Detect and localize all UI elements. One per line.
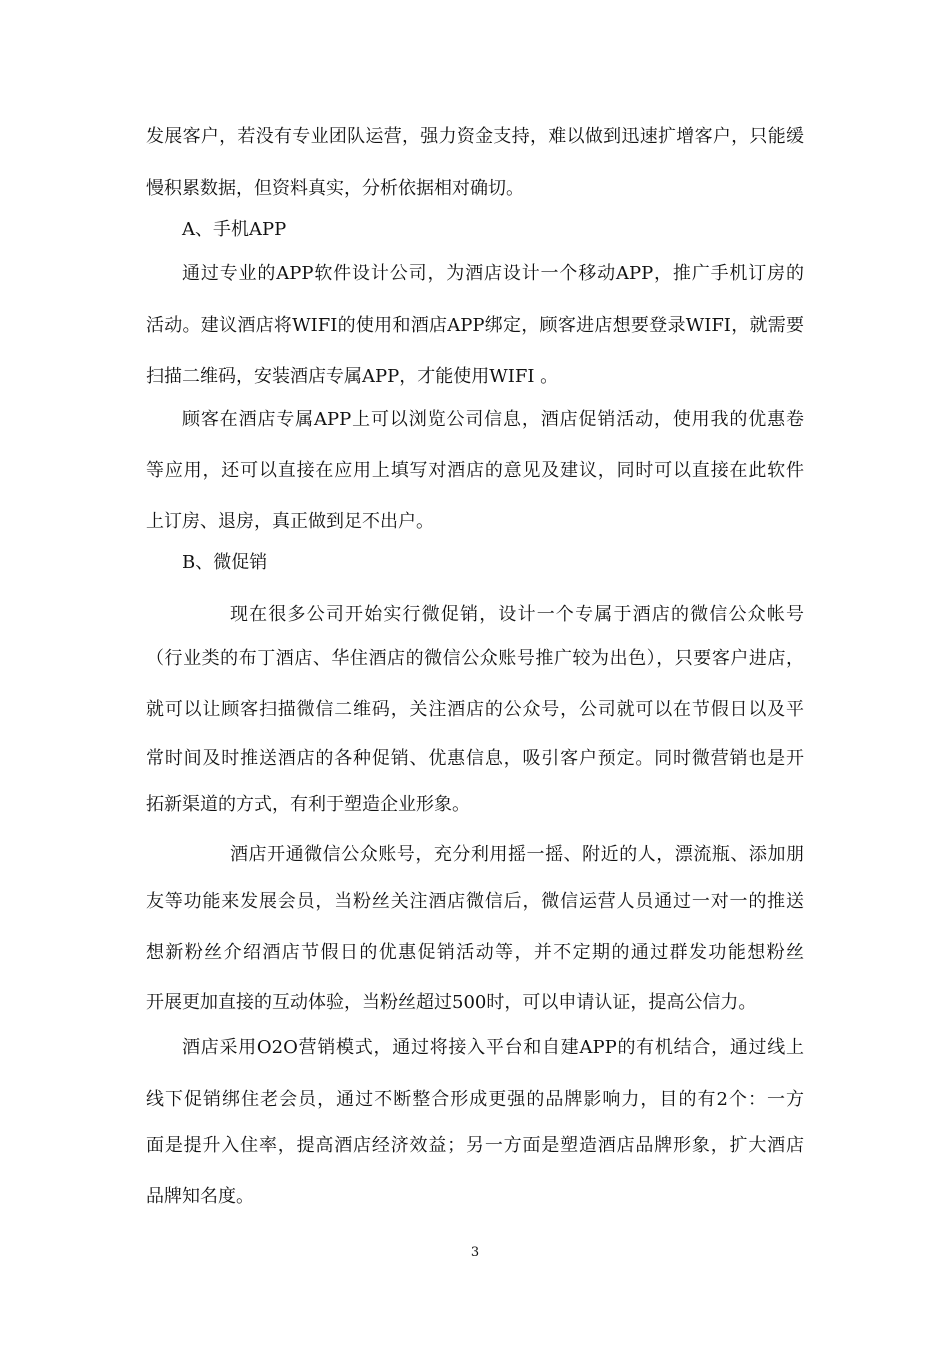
paragraph-line: 想新粉丝介绍酒店节假日的优惠促销活动等，并不定期的通过群发功能想粉丝	[146, 942, 804, 963]
paragraph-line: 品牌知名度。	[146, 1186, 254, 1207]
paragraph-line: 友等功能来发展会员，当粉丝关注酒店微信后，微信运营人员通过一对一的推送	[146, 891, 804, 912]
paragraph-line: 顾客在酒店专属APP上可以浏览公司信息，酒店促销活动，使用我的优惠卷	[182, 409, 804, 430]
section-heading-micro-promotion: B、微促销	[182, 552, 268, 573]
paragraph-line: 线下促销绑住老会员，通过不断整合形成更强的品牌影响力，目的有2个：一方	[146, 1089, 804, 1110]
paragraph-line: 面是提升入住率，提高酒店经济效益；另一方面是塑造酒店品牌形象，扩大酒店	[146, 1135, 804, 1156]
paragraph-line: 发展客户，若没有专业团队运营，强力资金支持，难以做到迅速扩增客户，只能缓	[146, 126, 804, 147]
paragraph-line: 就可以让顾客扫描微信二维码，关注酒店的公众号，公司就可以在节假日以及平	[146, 699, 804, 720]
paragraph-line: 拓新渠道的方式，有利于塑造企业形象。	[146, 794, 470, 815]
paragraph-line: 酒店开通微信公众账号，充分利用摇一摇、附近的人，漂流瓶、添加朋	[230, 844, 804, 865]
paragraph-line: 开展更加直接的互动体验，当粉丝超过500时，可以申请认证，提高公信力。	[146, 992, 757, 1013]
paragraph-line: 酒店采用O2O营销模式，通过将接入平台和自建APP的有机结合，通过线上	[182, 1037, 804, 1058]
paragraph-line: 现在很多公司开始实行微促销，设计一个专属于酒店的微信公众帐号	[230, 604, 804, 625]
paragraph-line: 扫描二维码，安装酒店专属APP，才能使用WIFI 。	[146, 366, 559, 387]
page-number: 3	[470, 1245, 480, 1260]
paragraph-line: 通过专业的APP软件设计公司，为酒店设计一个移动APP，推广手机订房的	[182, 263, 804, 284]
paragraph-line: 常时间及时推送酒店的各种促销、优惠信息，吸引客户预定。同时微营销也是开	[146, 748, 804, 769]
paragraph-line: 等应用，还可以直接在应用上填写对酒店的意见及建议，同时可以直接在此软件	[146, 460, 804, 481]
section-heading-app: A、手机APP	[182, 219, 287, 240]
paragraph-line: （行业类的布丁酒店、华住酒店的微信公众账号推广较为出色），只要客户进店，	[146, 648, 804, 669]
paragraph-line: 上订房、退房，真正做到足不出户。	[146, 511, 434, 532]
paragraph-line: 慢积累数据，但资料真实，分析依据相对确切。	[146, 178, 524, 199]
paragraph-line: 活动。建议酒店将WIFI的使用和酒店APP绑定，顾客进店想要登录WIFI，就需要	[146, 315, 804, 336]
